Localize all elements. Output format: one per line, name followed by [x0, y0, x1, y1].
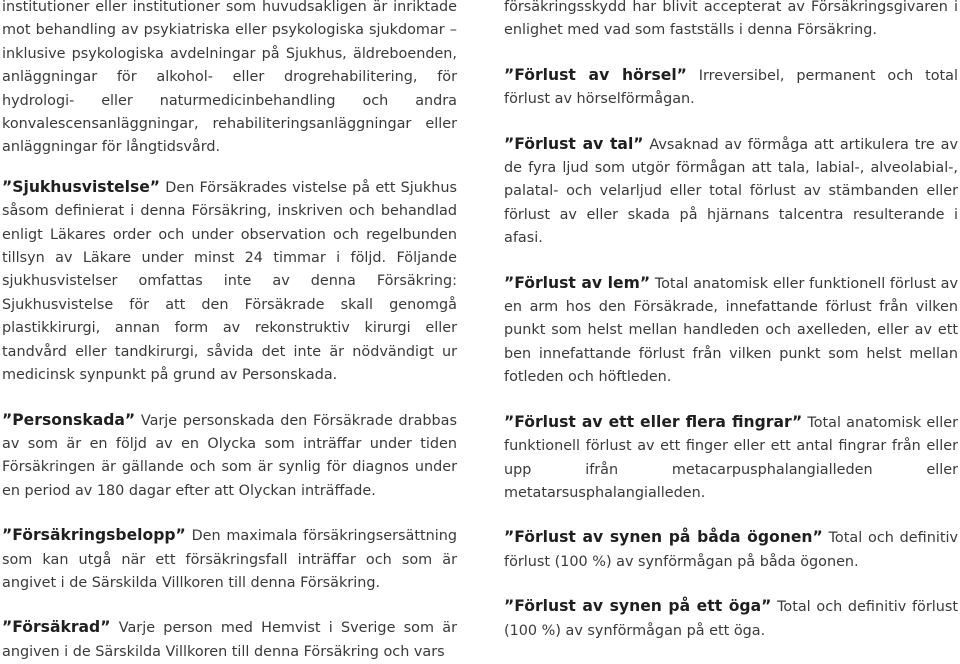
definition-forlust-av-synen-ett-oga	[504, 595, 958, 643]
definition-text: Total och definitiv förlust (100 %) av synförmågan på ett öga.	[504, 599, 958, 639]
definition-term: ”Förlust av synen på båda ögonen”	[504, 528, 823, 547]
definition-term: ”Sjukhusvistelse”	[2, 177, 161, 196]
right-column	[504, 0, 958, 643]
definition-term: ”Förlust av ett eller flera fingrar”	[504, 412, 803, 431]
definition-term: ”Förlust av tal”	[504, 134, 644, 153]
definition-forsakrad	[2, 616, 457, 664]
definition-text: Varje personskada den Försäkrade drabbas av som är en följd av en Olycka som inträffar under tiden Försäkringen är gällande och som är synlig för diagnos under en period av 180 dagar efter att Olyckan inträffade.	[2, 412, 457, 499]
definition-forlust-av-synen-bada-ogonen	[504, 526, 958, 574]
paragraph-text: försäkringsskydd har blivit accepterat av Försäkringsgivaren i enlighet med vad som fastställs i denna Försäkring.	[504, 0, 958, 39]
definition-forsakringsbelopp	[2, 524, 457, 595]
definition-term: ”Försäkringsbelopp”	[2, 526, 186, 545]
definition-term: ”Försäkrad”	[2, 618, 111, 637]
definition-text: Total anatomisk eller funktionell förlust av en arm hos den Försäkrade, innefattande förlust från vilken punkt som helst mellan handleden och axelleden, eller av ett ben innefattande förlust från vilken punkt som helst mellan fotleden och höftleden.	[504, 275, 958, 386]
paragraph-text: institutioner eller institutioner som huvudsakligen är inriktade mot behandling av psykiatriska eller psykologiska sjukdomar – inklusive psykologiska avdelningar på Sjukhus, äldreboenden, anläggningar för alkohol- eller drogrehabilitering, för hydrologi- eller naturmedicinbehandling och andra konvalescensanläggningar, rehabiliteringsanläggningar eller anläggningar för långtidsvård.	[2, 0, 457, 156]
definition-term: ”Förlust av hörsel”	[504, 65, 687, 84]
definition-term: ”Förlust av synen på ett öga”	[504, 597, 772, 616]
definition-text: Total anatomisk eller funktionell förlust av ett finger eller ett antal fingrar från eller upp ifrån metacarpusphalangialleden eller metatarsusphalangialleden.	[504, 414, 958, 501]
definition-sjukhusvistelse	[2, 176, 457, 388]
intro-paragraph	[504, 0, 958, 43]
intro-paragraph	[2, 0, 457, 160]
left-column	[2, 0, 457, 664]
definition-text: Irreversibel, permanent och total förlust av hörselförmågan.	[504, 67, 958, 108]
definition-forlust-av-tal	[504, 133, 958, 251]
definition-personskada	[2, 409, 457, 504]
definition-forlust-av-horsel	[504, 64, 958, 112]
definition-term: ”Förlust av lem”	[504, 273, 651, 292]
definition-text: Den Försäkrades vistelse på ett Sjukhus såsom definierat i denna Försäkring, inskriven och behandlad enligt Läkares order och under observation och regelbunden tillsyn av Läkare under minst 24 timmar i följd. Följande sjukhusvistelser omfattas inte av denna Försäkring: Sjukhusvistelse för att den Försäkrade skall genomgå plastikkirurgi, annan form av rekonstruktiv kirurgi eller tandvård eller tandkirurgi, såvida det inte är nödvändigt ur medicinsk synpunkt på grund av Personskada.	[2, 179, 457, 384]
definition-text: Varje person med Hemvist i Sverige som är angiven i de Särskilda Villkoren till denna Försäkring och vars	[2, 620, 457, 660]
definition-text: Total och definitiv förlust (100 %) av synförmågan på båda ögonen.	[504, 530, 958, 570]
definition-text: Den maximala försäkringsersättning som kan utgå när ett försäkringsfall inträffar och som är angivet i de Särskilda Villkoren till denna Försäkring.	[2, 528, 457, 591]
definition-forlust-av-lem	[504, 272, 958, 390]
definition-forlust-av-fingrar	[504, 411, 958, 506]
definition-text: Avsaknad av förmåga att artikulera tre av de fyra ljud som utgör förmågan att tala, labial-, alveolabial-, palatal- och velarljud eller total förlust av stämbanden eller förlust av eller skada på hjärnans talcentra resulterande i afasi.	[504, 136, 958, 247]
definition-term: ”Personskada”	[2, 410, 136, 429]
